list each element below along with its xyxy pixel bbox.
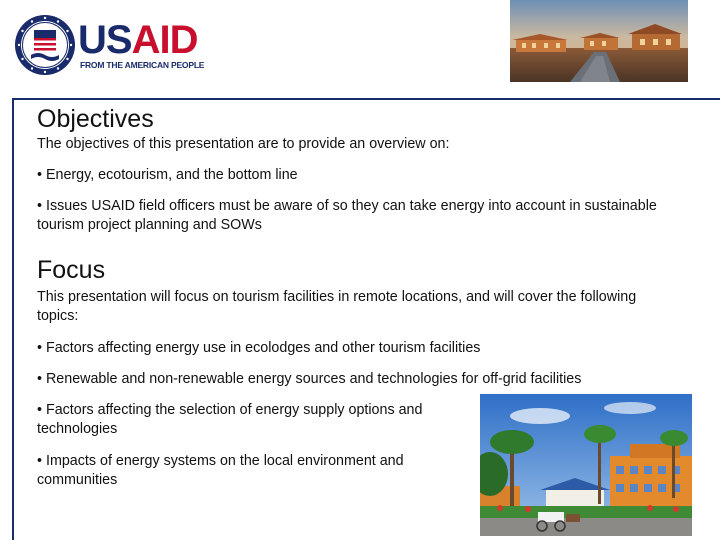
focus-intro: This presentation will focus on tourism facilities in remote locations, and will cover the following topics:: [37, 289, 637, 324]
focus-bullet: • Impacts of energy systems on the local environment and communities: [37, 453, 404, 488]
usaid-logo: [14, 14, 214, 76]
brand-aid: AID: [131, 18, 198, 62]
focus-bullet: • Factors affecting the selection of energy supply options and technologies: [37, 402, 423, 437]
focus-bullet: • Renewable and non-renewable energy sources and technologies for off-grid facilities: [37, 371, 582, 387]
brand-us: US: [78, 18, 132, 62]
focus-heading: Focus: [37, 256, 106, 284]
resort-photo: [480, 394, 692, 536]
brand-tagline: FROM THE AMERICAN PEOPLE: [80, 60, 205, 70]
objectives-bullet: • Issues USAID field officers must be aware of so they can take energy into account in sustainable tourism project planning and SOWs: [37, 198, 657, 233]
lodge-photo: [510, 0, 688, 82]
objectives-bullet: • Energy, ecotourism, and the bottom line: [37, 167, 298, 183]
objectives-intro: The objectives of this presentation are to provide an overview on:: [37, 136, 450, 152]
usaid-seal-icon: [14, 14, 76, 76]
brand-wordmark: [78, 18, 197, 62]
focus-bullet: • Factors affecting energy use in ecolodges and other tourism facilities: [37, 340, 481, 356]
objectives-heading: Objectives: [37, 105, 154, 133]
